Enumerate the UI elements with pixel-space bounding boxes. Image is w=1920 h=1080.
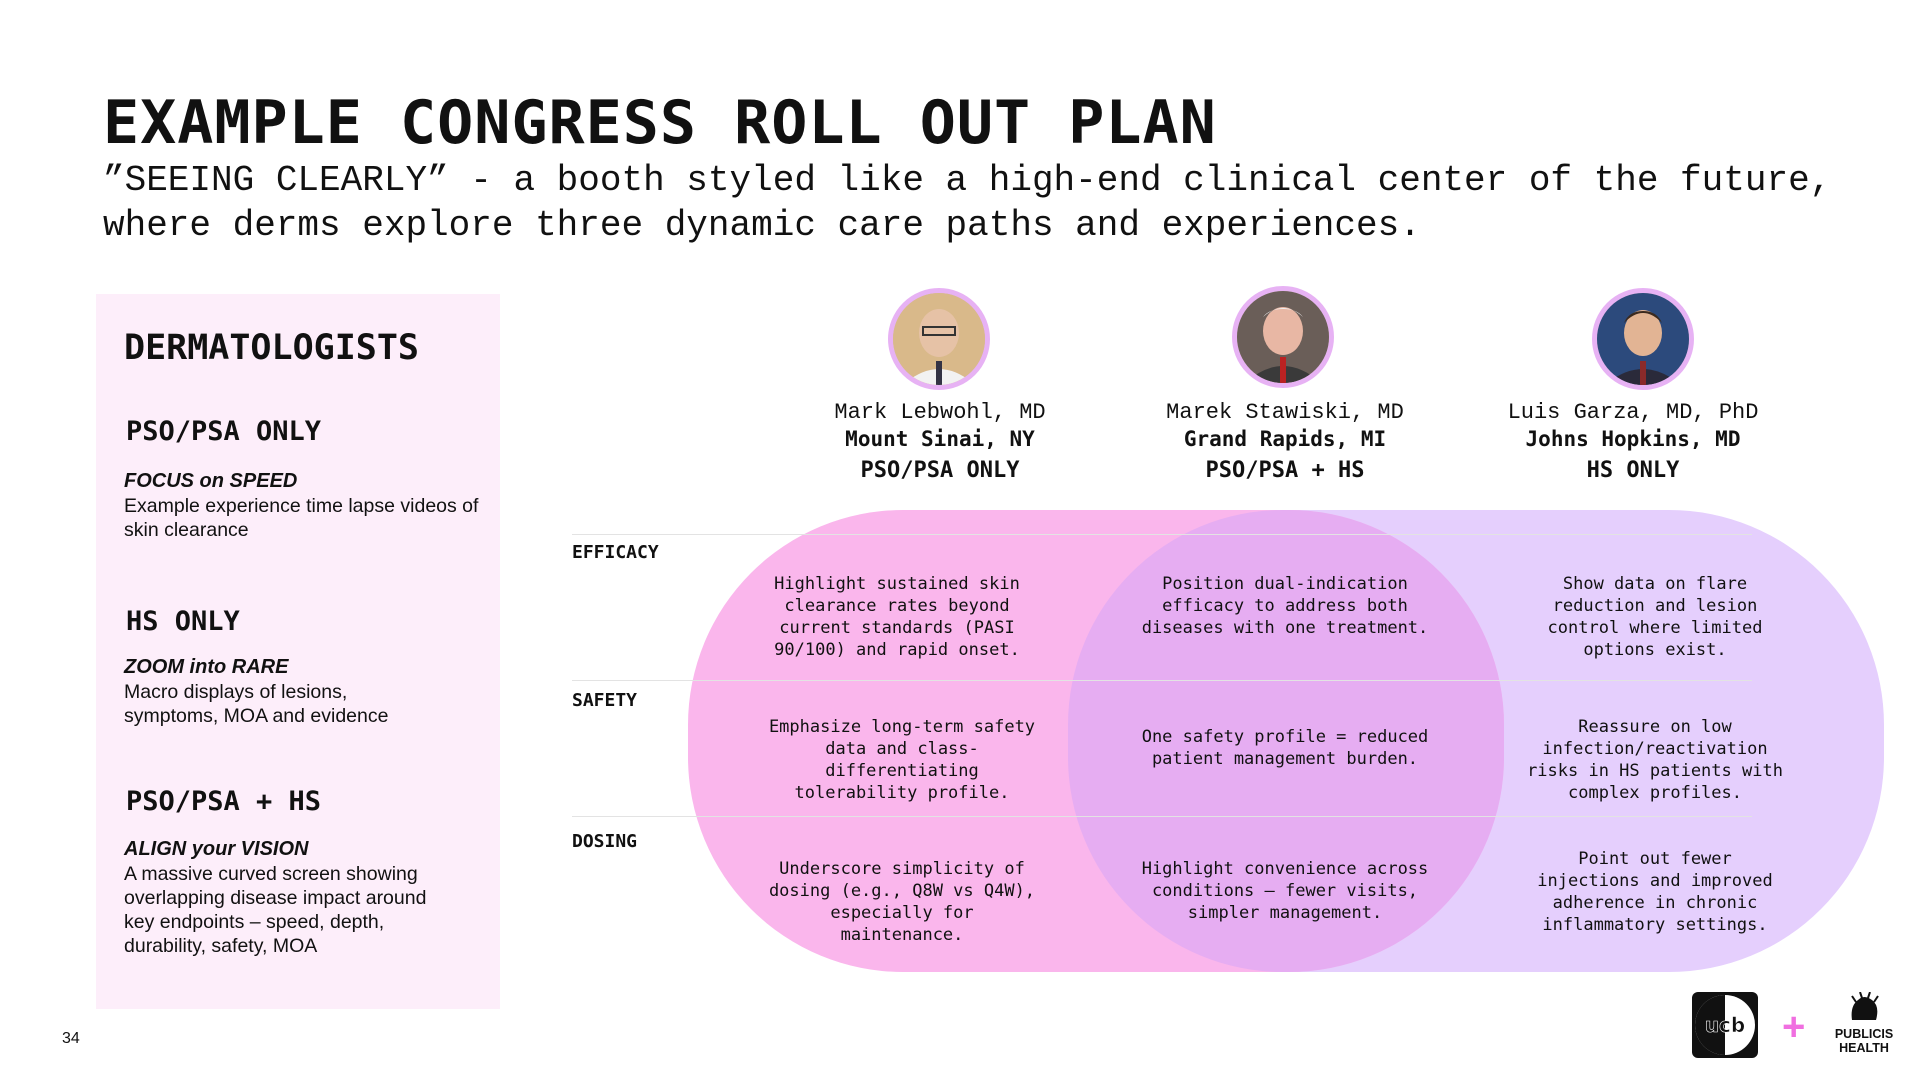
cell-dosing-pso: Underscore simplicity of dosing (e.g., Q8W vs Q4W), especially for maintenance. <box>768 859 1036 945</box>
doctor-info-garza <box>1463 400 1803 486</box>
segment-desc-pso-hs: A massive curved screen showing overlapping disease impact around key endpoints – speed, depth, durability, safety, MOA <box>124 863 427 957</box>
ucb-logo <box>1692 992 1758 1058</box>
row-label-safety: SAFETY <box>572 690 638 711</box>
segment-focus-pso-hs: ALIGN your VISION <box>124 838 309 860</box>
doctor-photo-garza <box>1592 288 1694 390</box>
segment-title-pso: PSO/PSA ONLY <box>126 416 322 447</box>
segment-desc-hs: Macro displays of lesions, symptoms, MOA and evidence <box>124 681 389 727</box>
lion-icon <box>1844 992 1884 1022</box>
cell-efficacy-pso: Highlight sustained skin clearance rates beyond current standards (PASI 90/100) and rapid onset. <box>774 574 1020 660</box>
page-subtitle: ”SEEING CLEARLY” - a booth styled like a high-end clinical center of the future, where derms explore three dynamic care paths and experiences. <box>103 160 1832 246</box>
cell-safety-both: One safety profile = reduced patient management burden. <box>1141 727 1429 769</box>
segment-focus-hs: ZOOM into RARE <box>124 656 289 678</box>
cell-efficacy-hs: Show data on flare reduction and lesion control where limited options exist. <box>1547 574 1763 660</box>
doctor-segment: HS ONLY <box>1586 458 1680 483</box>
doctor-segment: PSO/PSA ONLY <box>860 458 1020 483</box>
row-label-dosing: DOSING <box>572 831 638 852</box>
doctor-location: Grand Rapids, MI <box>1183 427 1387 451</box>
publicis-health-logo <box>1826 992 1902 1055</box>
page-title: EXAMPLE CONGRESS ROLL OUT PLAN <box>103 88 1217 158</box>
panel-heading: DERMATOLOGISTS <box>124 328 420 368</box>
doctor-name: Mark Lebwohl, MD <box>834 400 1046 425</box>
cell-dosing-hs: Point out fewer injections and improved adherence in chronic inflammatory settings. <box>1537 849 1773 935</box>
row-divider <box>572 534 1752 535</box>
row-label-efficacy: EFFICACY <box>572 542 659 563</box>
row-divider <box>572 680 1752 681</box>
cell-safety-pso: Emphasize long-term safety data and class-differentiating tolerability profile. <box>768 717 1036 803</box>
segment-title-pso-hs: PSO/PSA + HS <box>126 786 322 817</box>
page-number: 34 <box>62 1030 80 1047</box>
doctor-segment: PSO/PSA + HS <box>1205 458 1365 483</box>
doctor-info-lebwohl <box>770 400 1110 486</box>
cell-dosing-both: Highlight convenience across conditions — fewer visits, simpler management. <box>1141 859 1429 923</box>
logo-plus: + <box>1782 1005 1806 1049</box>
doctor-photo-stawiski <box>1232 286 1334 388</box>
publicis-health-text: PUBLICIS HEALTH <box>1834 1027 1894 1055</box>
doctor-info-stawiski <box>1115 400 1455 486</box>
cell-efficacy-both: Position dual-indication efficacy to address both diseases with one treatment. <box>1141 574 1429 638</box>
segment-title-hs: HS ONLY <box>126 606 240 637</box>
dermatologists-panel <box>96 294 500 1009</box>
doctor-photo-lebwohl <box>888 288 990 390</box>
row-divider <box>572 816 1752 817</box>
ucb-logo-text: ucb <box>1704 1013 1746 1037</box>
cell-safety-hs: Reassure on low infection/reactivation risks in HS patients with complex profiles. <box>1527 717 1783 803</box>
segment-focus-pso: FOCUS on SPEED <box>124 470 298 492</box>
doctor-location: Mount Sinai, NY <box>845 427 1035 451</box>
doctor-name: Luis Garza, MD, PhD <box>1507 400 1759 425</box>
doctor-location: Johns Hopkins, MD <box>1525 427 1741 451</box>
segment-desc-pso: Example experience time lapse videos of skin clearance <box>124 495 479 541</box>
doctor-name: Marek Stawiski, MD <box>1166 400 1404 425</box>
